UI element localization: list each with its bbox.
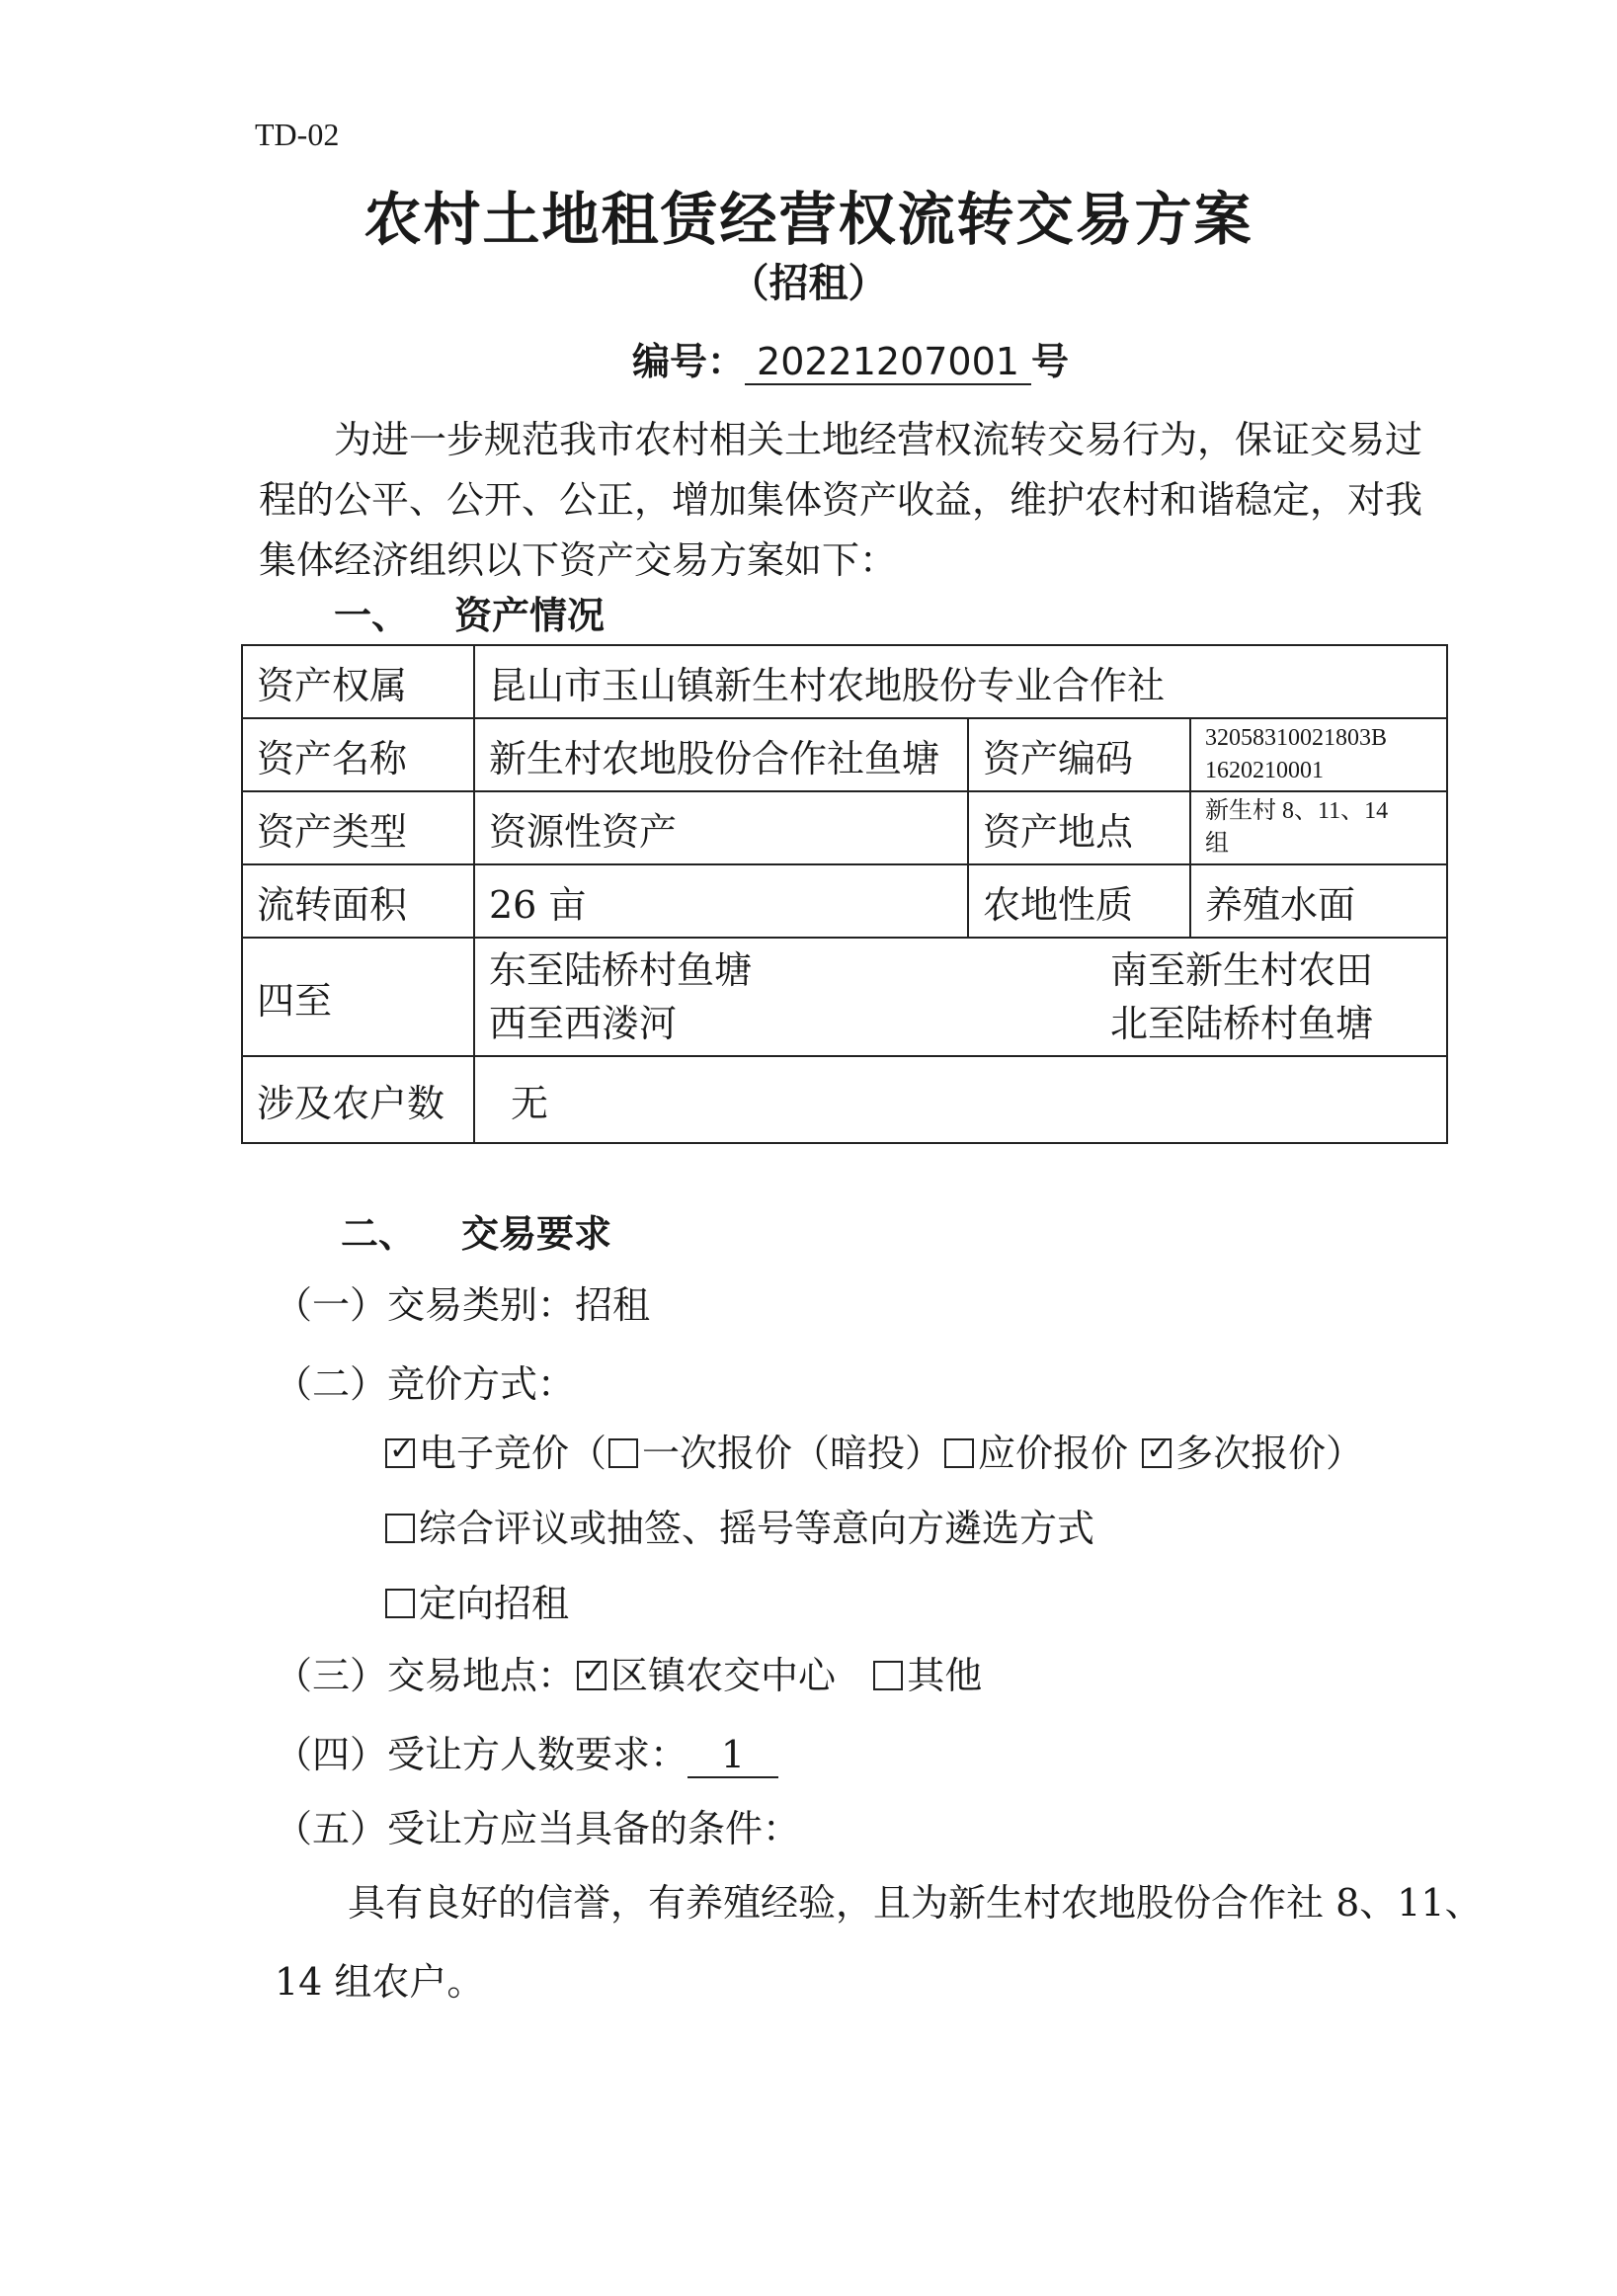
- multiple-label: 多次报价）: [1175, 1432, 1364, 1475]
- count-value: 1: [687, 1733, 778, 1778]
- serial-suffix: 号: [1030, 340, 1069, 383]
- section-number: 二、: [341, 1212, 417, 1256]
- transaction-place: [275, 1645, 982, 1699]
- table-row: [242, 864, 1447, 938]
- asset-location-line: 新生村 8、11、14: [1205, 798, 1389, 824]
- once-label: 一次报价（暗投）: [642, 1432, 943, 1475]
- document-code: TD-02: [255, 117, 340, 152]
- boundary-east: 东至陆桥村鱼塘: [489, 948, 753, 992]
- document-subtitle: （招租）: [729, 261, 888, 306]
- comprehensive-label: 综合评议或抽签、摇号等意向方遴选方式: [419, 1507, 1095, 1550]
- serial-value: 20221207001: [745, 340, 1031, 385]
- directed-option: [383, 1573, 569, 1627]
- boundary-north: 北至陆桥村鱼塘: [1109, 1002, 1373, 1045]
- place-label: （三）交易地点：: [275, 1654, 576, 1697]
- boundary-south: 南至新生村农田: [1109, 948, 1373, 992]
- count-label: （四）受让方人数要求：: [275, 1733, 688, 1776]
- bidding-options-row: [383, 1423, 1363, 1477]
- comprehensive-option: [383, 1498, 1094, 1552]
- electronic-label: 电子竞价（: [419, 1432, 607, 1475]
- category-label: （一）交易类别：: [275, 1283, 576, 1327]
- category-value: 招租: [575, 1283, 651, 1327]
- response-label: 应价报价: [978, 1432, 1129, 1475]
- asset-table: [241, 644, 1448, 1144]
- response-checkbox[interactable]: [944, 1438, 974, 1468]
- asset-code-value: [1190, 718, 1447, 791]
- table-row: [242, 718, 1447, 791]
- conditions-line: 具有良好的信誉，有养殖经验，且为新生村农地股份合作社 8、11、: [348, 1881, 1483, 1925]
- table-row: [242, 645, 1447, 718]
- place-other-checkbox[interactable]: [873, 1661, 903, 1690]
- transferee-count: [275, 1724, 778, 1778]
- owner-label: 资产权属: [242, 645, 474, 718]
- nature-value: 养殖水面: [1190, 864, 1447, 938]
- once-checkbox[interactable]: [608, 1438, 638, 1468]
- serial-label: 编号：: [632, 340, 746, 383]
- electronic-checkbox[interactable]: [385, 1438, 415, 1468]
- households-value: 无: [474, 1056, 1447, 1143]
- owner-value: 昆山市玉山镇新生村农地股份专业合作社: [474, 645, 1447, 718]
- asset-code-label: 资产编码: [968, 718, 1190, 791]
- boundary-label: 四至: [242, 938, 474, 1056]
- directed-checkbox[interactable]: [385, 1589, 415, 1618]
- asset-location-line: 组: [1205, 831, 1229, 857]
- asset-code-line: 1620210001: [1205, 758, 1324, 783]
- serial-number: [632, 331, 1069, 385]
- section-requirements-heading: [341, 1203, 611, 1258]
- asset-location-label: 资产地点: [968, 791, 1190, 864]
- table-row: [242, 1056, 1447, 1143]
- section-title: 交易要求: [461, 1212, 612, 1256]
- table-row: [242, 791, 1447, 864]
- asset-type-value: 资源性资产: [474, 791, 968, 864]
- boundary-west: 西至西溇河: [489, 1002, 678, 1045]
- asset-name-label: 资产名称: [242, 718, 474, 791]
- comprehensive-checkbox[interactable]: [385, 1514, 415, 1543]
- intro-text: 为进一步规范我市农村相关土地经营权流转交易行为，保证交易过程的公平、公开、公正，增加集体资产收益，维护农村和谐稳定，对我集体经济组织以下资产交易方案如下：: [259, 418, 1423, 582]
- asset-type-label: 资产类型: [242, 791, 474, 864]
- asset-code-line: 32058310021803B: [1205, 725, 1388, 751]
- area-value: 26 亩: [474, 864, 968, 938]
- section-title: 资产情况: [454, 594, 606, 637]
- section-number: 一、: [334, 594, 410, 637]
- table-row: [242, 938, 1447, 1056]
- boundary-value: [474, 938, 1447, 1056]
- asset-name-value: 新生村农地股份合作社鱼塘: [474, 718, 968, 791]
- place-other-label: 其他: [907, 1654, 983, 1697]
- document-title: 农村土地租赁经营权流转交易方案: [364, 186, 1253, 253]
- place-center-checkbox[interactable]: [577, 1661, 606, 1690]
- area-label: 流转面积: [242, 864, 474, 938]
- bidding-method-label: （二）竞价方式：: [275, 1362, 576, 1406]
- conditions-label: （五）受让方应当具备的条件：: [275, 1807, 801, 1850]
- conditions-line: 14 组农户。: [275, 1960, 485, 2004]
- transaction-category: [275, 1274, 650, 1329]
- asset-location-value: [1190, 791, 1447, 864]
- households-label: 涉及农户数: [242, 1056, 474, 1143]
- multiple-checkbox[interactable]: [1142, 1438, 1172, 1468]
- place-center-label: 区镇农交中心: [610, 1654, 837, 1697]
- section-asset-heading: [334, 585, 605, 639]
- directed-label: 定向招租: [419, 1582, 570, 1625]
- nature-label: 农地性质: [968, 864, 1190, 938]
- intro-paragraph: [259, 410, 1444, 591]
